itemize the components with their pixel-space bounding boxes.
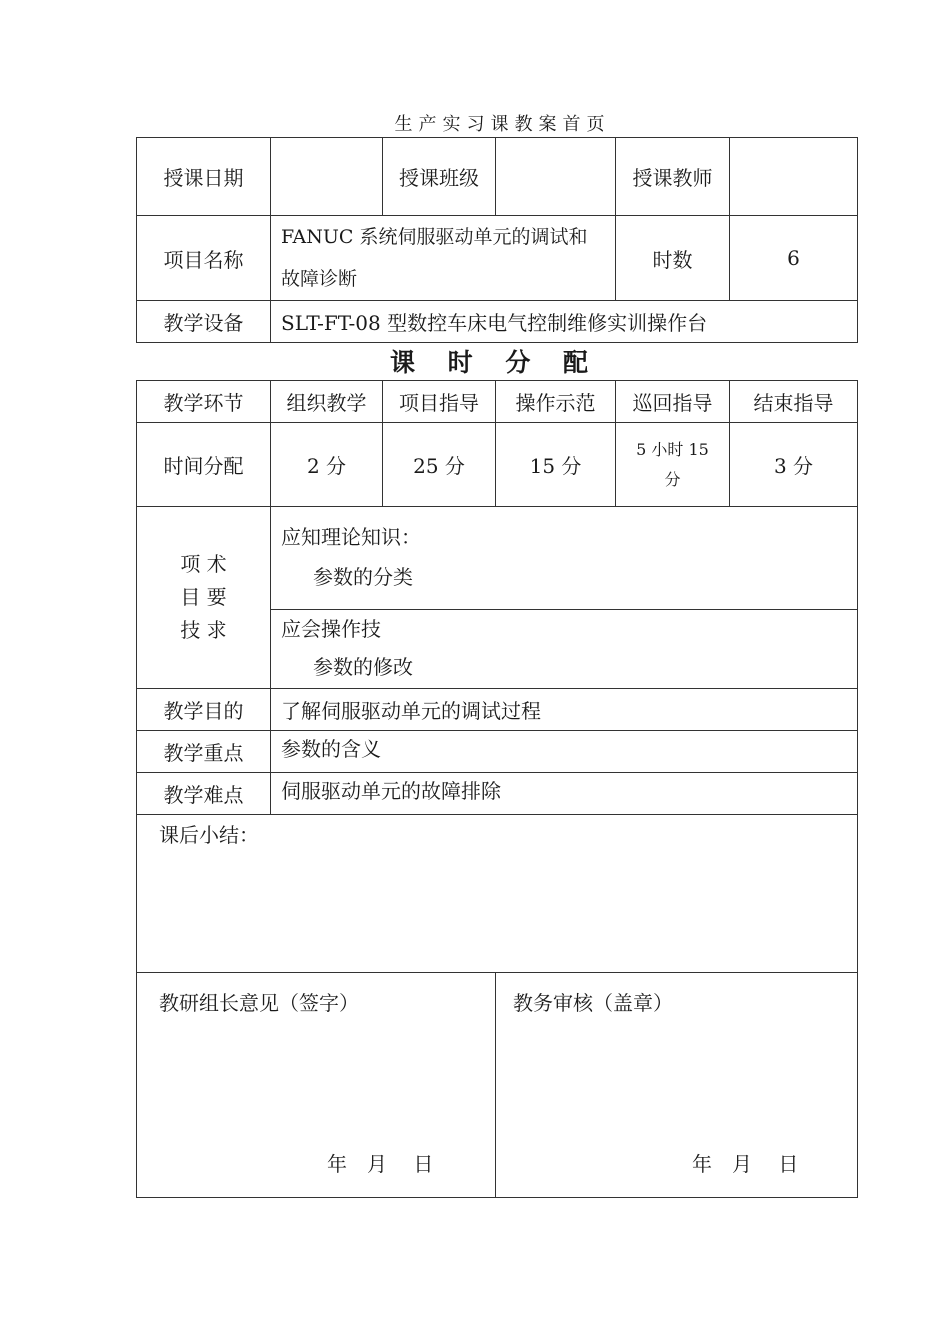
signoff-table <box>136 972 858 1198</box>
schedule-header: 巡回指导 <box>616 381 730 423</box>
theory-title: 应知理论知识： <box>281 525 421 549</box>
schedule-header: 组织教学 <box>271 381 383 423</box>
difficulty-value: 伺服驱动单元的故障排除 <box>271 773 858 815</box>
teacher-label: 授课教师 <box>616 138 730 216</box>
equipment-value: SLT-FT-08 型数控车床电气控制维修实训操作台 <box>271 301 858 343</box>
purpose-label: 教学目的 <box>137 689 271 731</box>
hours-label: 时数 <box>616 216 730 301</box>
schedule-table <box>136 380 858 973</box>
project-name-line1: FANUC 系统伺服驱动单元的调试和 <box>281 226 588 248</box>
section-title: 课 时 分 配 <box>389 348 601 377</box>
skill-title: 应会操作技 <box>281 617 381 641</box>
time-tour-line1: 5 小时 15 <box>636 439 709 459</box>
project-name <box>271 216 616 301</box>
office-review <box>496 973 858 1198</box>
operational-skills <box>271 610 858 689</box>
hours-value: 6 <box>730 216 858 301</box>
leader-label: 教研组长意见（签字） <box>159 991 359 1015</box>
schedule-header: 教学环节 <box>137 381 271 423</box>
key-point-value: 参数的含义 <box>271 731 858 773</box>
purpose-value: 了解伺服驱动单元的调试过程 <box>271 689 858 731</box>
leader-opinion <box>137 973 496 1198</box>
time-tour <box>616 423 730 507</box>
requirements-label-line2: 目 要 <box>180 585 227 609</box>
leader-date: 年 月 日 <box>327 1152 434 1176</box>
date-value <box>271 138 383 216</box>
class-value <box>496 138 616 216</box>
office-label: 教务审核（盖章） <box>513 991 673 1015</box>
time-organize: 2 分 <box>271 423 383 507</box>
requirements-label <box>137 507 271 689</box>
office-date: 年 月 日 <box>692 1152 799 1176</box>
requirements-label-line1: 项 术 <box>180 552 227 576</box>
schedule-header: 项目指导 <box>383 381 496 423</box>
difficulty-label: 教学难点 <box>137 773 271 815</box>
date-label: 授课日期 <box>137 138 271 216</box>
time-row-label: 时间分配 <box>137 423 271 507</box>
time-demo: 15 分 <box>496 423 616 507</box>
project-label: 项目名称 <box>137 216 271 301</box>
time-tour-line2: 分 <box>664 469 681 489</box>
time-guidance: 25 分 <box>383 423 496 507</box>
after-class-summary <box>137 815 858 973</box>
theory-knowledge <box>271 507 858 610</box>
theory-item: 参数的分类 <box>313 565 413 589</box>
project-name-line2: 故障诊断 <box>281 268 358 290</box>
schedule-header: 结束指导 <box>730 381 858 423</box>
equipment-label: 教学设备 <box>137 301 271 343</box>
time-end: 3 分 <box>730 423 858 507</box>
skill-item: 参数的修改 <box>313 655 413 679</box>
teacher-value <box>730 138 858 216</box>
page-title: 生产实习课教案首页 <box>394 114 611 135</box>
lesson-info-table <box>136 137 858 343</box>
key-point-label: 教学重点 <box>137 731 271 773</box>
class-label: 授课班级 <box>383 138 496 216</box>
schedule-header: 操作示范 <box>496 381 616 423</box>
summary-label: 课后小结： <box>159 823 259 847</box>
requirements-label-line3: 技 求 <box>180 618 227 642</box>
